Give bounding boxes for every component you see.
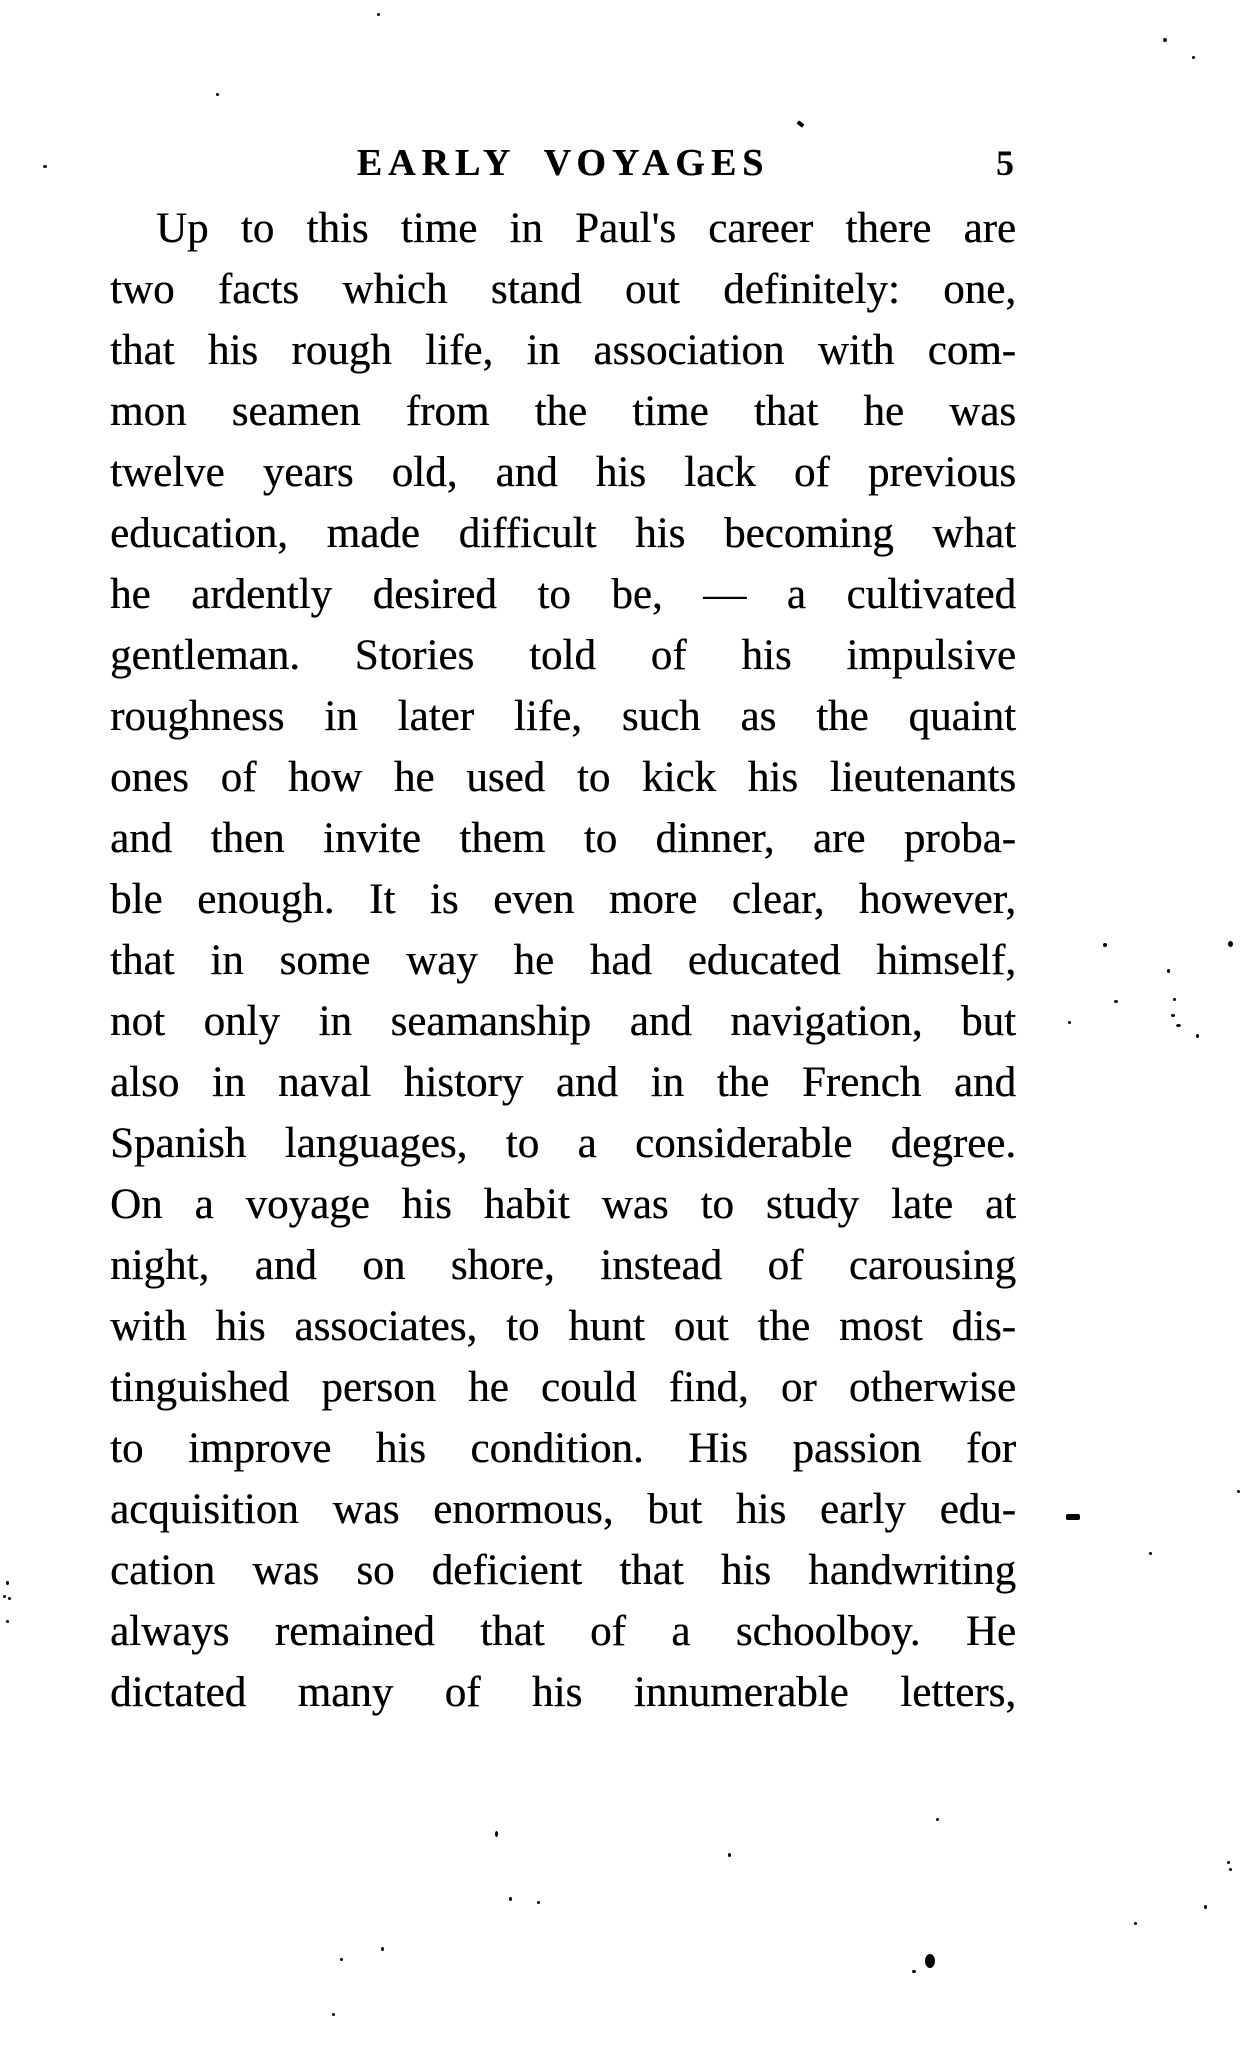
scan-speck — [912, 1970, 916, 1973]
scan-speck — [1149, 1552, 1152, 1555]
scan-speck — [797, 120, 805, 127]
scan-speck — [1204, 1905, 1207, 1909]
scan-speck — [3, 1595, 6, 1598]
scan-speck — [1192, 56, 1195, 59]
scan-speck — [216, 93, 219, 96]
text-line: always remained that of a schoolboy. He — [110, 1608, 1016, 1655]
page-header — [110, 141, 1016, 185]
scan-speck — [1134, 1922, 1137, 1925]
text-line: Up to this time in Paul's career there are — [156, 205, 1016, 252]
scan-speck — [332, 2013, 335, 2016]
text-line: twelve years old, and his lack of previous — [110, 449, 1016, 496]
text-line: dictated many of his innumerable letters, — [110, 1669, 1016, 1716]
scan-speck — [1229, 1868, 1232, 1871]
text-line: acquisition was enormous, but his early edu- — [110, 1486, 1016, 1533]
text-line: that his rough life, in association with com- — [110, 327, 1016, 374]
scan-speck — [6, 1581, 9, 1585]
scan-speck — [1237, 1490, 1240, 1493]
scan-speck — [1228, 941, 1233, 947]
scan-speck — [381, 1947, 384, 1951]
page-number: 5 — [996, 143, 1014, 183]
scan-speck — [1066, 1514, 1080, 1520]
text-line: cation was so deficient that his handwriting — [110, 1547, 1016, 1594]
scan-speck — [537, 1901, 540, 1904]
scan-speck — [1196, 1034, 1199, 1038]
text-line: not only in seamanship and navigation, but — [110, 998, 1016, 1045]
body-text — [110, 198, 1016, 1723]
text-line: On a voyage his habit was to study late at — [110, 1181, 1016, 1228]
text-line: with his associates, to hunt out the most dis- — [110, 1303, 1016, 1350]
scan-speck — [43, 165, 47, 168]
scan-speck — [925, 1954, 935, 1968]
scan-speck — [1173, 998, 1176, 1001]
scan-speck — [377, 13, 380, 16]
running-head-title: EARLY VOYAGES — [356, 142, 770, 184]
scan-speck — [509, 1897, 512, 1901]
scan-speck — [1163, 38, 1167, 42]
scan-speck — [1068, 1021, 1071, 1024]
scan-speck — [1114, 1000, 1118, 1003]
text-line: ble enough. It is even more clear, however, — [110, 876, 1016, 923]
text-line: to improve his condition. His passion for — [110, 1425, 1016, 1472]
text-line: also in naval history and in the French and — [110, 1059, 1016, 1106]
scan-speck — [728, 1853, 731, 1857]
text-line: he ardently desired to be, — a cultivated — [110, 571, 1016, 618]
text-line: ones of how he used to kick his lieutenants — [110, 754, 1016, 801]
text-line: Spanish languages, to a considerable degree. — [110, 1120, 1016, 1167]
scan-speck — [1171, 1014, 1175, 1017]
text-line: gentleman. Stories told of his impulsive — [110, 632, 1016, 679]
text-line: two facts which stand out definitely: one, — [110, 266, 1016, 313]
scan-speck — [1167, 969, 1170, 973]
scan-speck — [1176, 1024, 1181, 1027]
text-line: that in some way he had educated himself, — [110, 937, 1016, 984]
scan-speck — [8, 1597, 11, 1600]
scan-speck — [936, 1818, 939, 1821]
scan-speck — [340, 1958, 343, 1961]
text-line: and then invite them to dinner, are proba- — [110, 815, 1016, 862]
text-line: night, and on shore, instead of carousing — [110, 1242, 1016, 1289]
text-line: tinguished person he could find, or otherwise — [110, 1364, 1016, 1411]
scan-speck — [1227, 1861, 1230, 1864]
text-line: education, made difficult his becoming what — [110, 510, 1016, 557]
text-line: mon seamen from the time that he was — [110, 388, 1016, 435]
scan-speck — [6, 1620, 9, 1623]
scan-speck — [1103, 943, 1107, 947]
scan-speck — [495, 1831, 498, 1837]
text-line: roughness in later life, such as the quaint — [110, 693, 1016, 740]
